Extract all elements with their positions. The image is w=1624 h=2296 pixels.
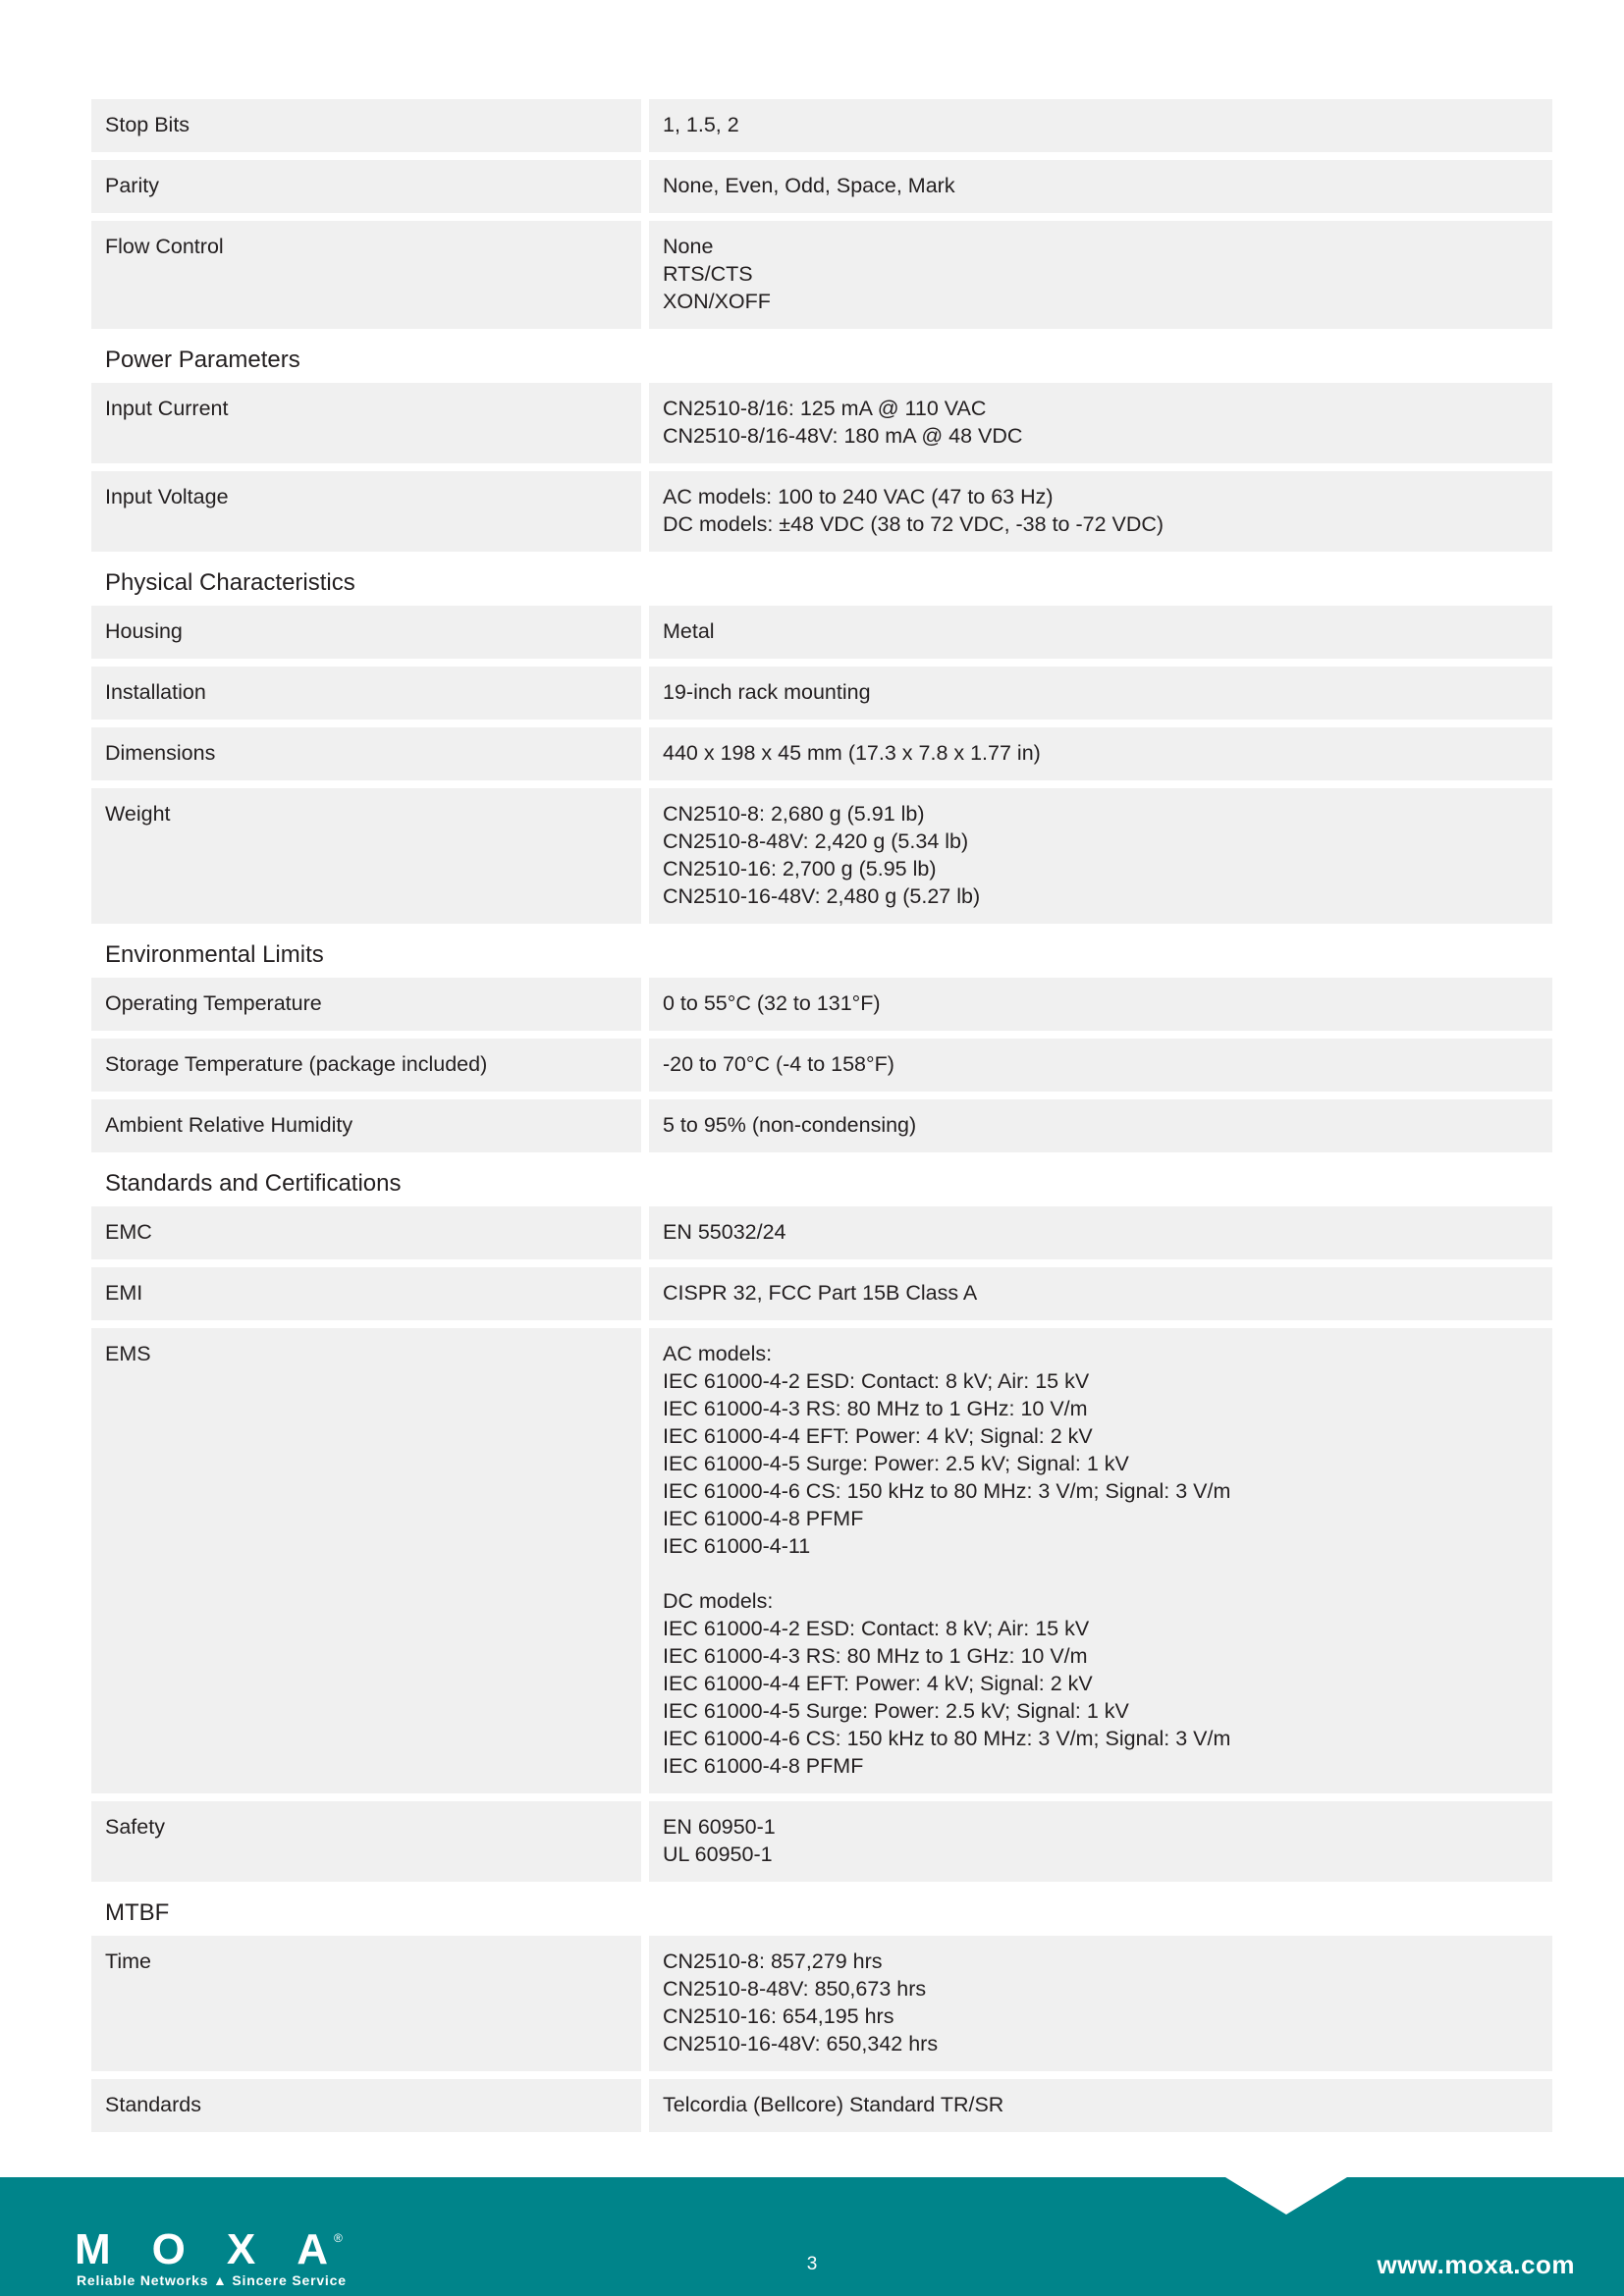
spec-row xyxy=(91,978,1552,1031)
logo-tagline: Reliable Networks ▲ Sincere Service xyxy=(77,2272,346,2287)
spec-row xyxy=(91,1267,1552,1320)
spec-value: EN 55032/24 xyxy=(649,1206,1552,1259)
spec-value: CN2510-8: 2,680 g (5.91 lb) CN2510-8-48V: 2,420 g (5.34 lb) CN2510-16: 2,700 g (5.95 lb) CN2510-16-48V: 2,480 g (5.27 lb) xyxy=(649,788,1552,924)
spec-row xyxy=(91,1801,1552,1882)
spec-label: Operating Temperature xyxy=(91,978,641,1031)
spec-row xyxy=(91,1099,1552,1152)
spec-label: EMC xyxy=(91,1206,641,1259)
page-footer xyxy=(0,2177,1624,2296)
spec-row xyxy=(91,2079,1552,2132)
spec-label: Stop Bits xyxy=(91,99,641,152)
spec-label: Storage Temperature (package included) xyxy=(91,1039,641,1092)
spec-label: Time xyxy=(91,1936,641,2071)
page-number: 3 xyxy=(806,2254,818,2274)
spec-value: 1, 1.5, 2 xyxy=(649,99,1552,152)
spec-row xyxy=(91,606,1552,659)
spec-label: Input Voltage xyxy=(91,471,641,552)
spec-label: Weight xyxy=(91,788,641,924)
spec-label: Ambient Relative Humidity xyxy=(91,1099,641,1152)
section-title: Standards and Certifications xyxy=(105,1170,402,1197)
section-title: Power Parameters xyxy=(105,347,300,373)
website-link[interactable]: www.moxa.com xyxy=(1377,2250,1575,2279)
spec-row xyxy=(91,1206,1552,1259)
spec-value: None RTS/CTS XON/XOFF xyxy=(649,221,1552,329)
spec-value: 19-inch rack mounting xyxy=(649,667,1552,720)
spec-row xyxy=(91,1328,1552,1793)
spec-value: -20 to 70°C (-4 to 158°F) xyxy=(649,1039,1552,1092)
spec-value: CISPR 32, FCC Part 15B Class A xyxy=(649,1267,1552,1320)
spec-value: Metal xyxy=(649,606,1552,659)
spec-label: Input Current xyxy=(91,383,641,463)
spec-row xyxy=(91,99,1552,152)
spec-row xyxy=(91,788,1552,924)
spec-value: Telcordia (Bellcore) Standard TR/SR xyxy=(649,2079,1552,2132)
spec-value: 0 to 55°C (32 to 131°F) xyxy=(649,978,1552,1031)
spec-value: AC models: 100 to 240 VAC (47 to 63 Hz) DC models: ±48 VDC (38 to 72 VDC, -38 to -72 VDC) xyxy=(649,471,1552,552)
spec-row xyxy=(91,727,1552,780)
spec-value: EN 60950-1 UL 60950-1 xyxy=(649,1801,1552,1882)
section-title: Physical Characteristics xyxy=(105,569,355,596)
spec-row xyxy=(91,1936,1552,2071)
spec-row xyxy=(91,383,1552,463)
spec-row xyxy=(91,160,1552,213)
spec-row xyxy=(91,471,1552,552)
logo-wordmark: MOXA xyxy=(75,2226,332,2273)
spec-label: Housing xyxy=(91,606,641,659)
spec-value: AC models: IEC 61000-4-2 ESD: Contact: 8 kV; Air: 15 kV IEC 61000-4-3 RS: 80 MHz to 1 GHz: 10 V/m IEC 61000-4-4 EFT: Power: 4 kV; Signal: 2 kV IEC 61000-4-5 Surge: Power: 2.5 kV; Signal: 1 kV IEC 61000-4-6 CS: 150 kHz to 80 MHz: 3 V/m; Signal: 3 V/m IEC 61000-4-8 PFMF IEC 61000-4-11 DC models: IEC 61000-4-2 ESD: Contact: 8 kV; Air: 15 kV IEC 61000-4-3 RS: 80 MHz to 1 GHz: 10 V/m IEC 61000-4-4 EFT: Power: 4 kV; Signal: 2 kV IEC 61000-4-5 Surge: Power: 2.5 kV; Signal: 1 kV IEC 61000-4-6 CS: 150 kHz to 80 MHz: 3 V/m; Signal: 3 V/m IEC 61000-4-8 PFMF xyxy=(649,1328,1552,1793)
spec-label: Installation xyxy=(91,667,641,720)
spec-value: CN2510-8: 857,279 hrs CN2510-8-48V: 850,673 hrs CN2510-16: 654,195 hrs CN2510-16-48V: 650,342 hrs xyxy=(649,1936,1552,2071)
section-title: MTBF xyxy=(105,1899,170,1926)
spec-value: 440 x 198 x 45 mm (17.3 x 7.8 x 1.77 in) xyxy=(649,727,1552,780)
spec-row xyxy=(91,1039,1552,1092)
spec-row xyxy=(91,221,1552,329)
logo-registered-mark: ® xyxy=(334,2231,343,2245)
spec-label: Standards xyxy=(91,2079,641,2132)
spec-label: Parity xyxy=(91,160,641,213)
spec-label: Flow Control xyxy=(91,221,641,329)
spec-label: EMS xyxy=(91,1328,641,1793)
spec-label: Safety xyxy=(91,1801,641,1882)
spec-value: CN2510-8/16: 125 mA @ 110 VAC CN2510-8/16-48V: 180 mA @ 48 VDC xyxy=(649,383,1552,463)
section-title: Environmental Limits xyxy=(105,941,324,968)
spec-label: EMI xyxy=(91,1267,641,1320)
spec-sheet xyxy=(91,99,1552,2140)
spec-value: 5 to 95% (non-condensing) xyxy=(649,1099,1552,1152)
spec-label: Dimensions xyxy=(91,727,641,780)
spec-value: None, Even, Odd, Space, Mark xyxy=(649,160,1552,213)
spec-row xyxy=(91,667,1552,720)
